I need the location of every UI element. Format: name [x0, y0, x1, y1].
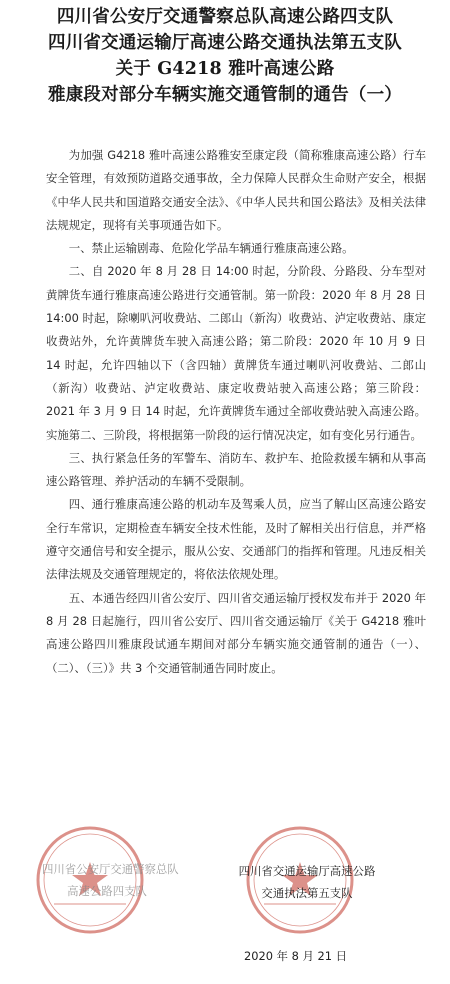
signature-right [232, 860, 382, 904]
notice-title [0, 4, 450, 108]
paragraph-2: 二、自 2020 年 8 月 28 日 14:00 时起，分阶段、分路段、分车型对黄牌货车通行雅康高速公路进行交通管制。第一阶段：2020 年 8 月 28 日 14:00 时起，除喇叭河收费站、二郎山（新沟）收费站、泸定收费站、康定收费站外，允许黄牌货车驶入高速公路；第二阶段：2020 年 10 月 9 日 14 时起，允许四轴以下（含四轴）黄牌货车通过喇叭河收费站、二郎山（新沟）收费站、泸定收费站、康定收费站驶入高速公路；第三阶段：2021 年 3 月 9 日 14 时起，允许黄牌货车通过全部收费站驶入高速公路。实施第二、三阶段，将根据第一阶段的运行情况决定，如有变化另行通告。 [46, 264, 426, 442]
title-line-2: 四川省交通运输厅高速公路交通执法第五支队 [48, 33, 402, 53]
signature-left [42, 858, 179, 902]
paragraph-4: 四、通行雅康高速公路的机动车及驾乘人员，应当了解山区高速公路安全行车常识，定期检查车辆安全技术性能，及时了解相关出行信息，并严格遵守交通信号和安全提示，服从公安、交通部门的指挥和管理。凡违反相关法律法规及交通管理规定的，将依法依规处理。 [46, 497, 426, 582]
signature-left-line-1: 四川省公安厅交通警察总队 [42, 862, 179, 876]
title-line-1: 四川省公安厅交通警察总队高速公路四支队 [56, 7, 394, 27]
signature-right-line-2: 交通执法第五支队 [261, 886, 353, 900]
signature-right-line-1: 四川省交通运输厅高速公路 [238, 864, 376, 878]
paragraph-intro: 为加强 G4218 雅叶高速公路雅安至康定段（简称雅康高速公路）行车安全管理，有效预防道路交通事故，全力保障人民群众生命财产安全，根据《中华人民共和国道路交通安全法》、《中华人民共和国公路法》及相关法律法规规定，现将有关事项通告如下。 [46, 148, 426, 232]
signature-left-line-2: 高速公路四支队 [67, 884, 147, 898]
title-line-3: 关于 G4218 雅叶高速公路 [115, 59, 335, 79]
notice-date: 2020 年 8 月 21 日 [244, 949, 348, 963]
title-line-4: 雅康段对部分车辆实施交通管制的通告（一） [48, 85, 402, 105]
paragraph-1: 一、禁止运输剧毒、危险化学品车辆通行雅康高速公路。 [68, 241, 354, 256]
paragraph-5: 五、本通告经四川省公安厅、四川省交通运输厅授权发布并于 2020 年 8 月 28 日起施行，四川省公安厅、四川省交通运输厅《关于 G4218 雅叶高速公路四川雅康段试通车期间对部分车辆实施交通管制的通告（一）、（二）、（三）》共 3 个交通管制通告同时废止。 [46, 590, 426, 675]
notice-body [46, 144, 426, 680]
paragraph-3: 三、执行紧急任务的军警车、消防车、救护车、抢险救援车辆和从事高速公路管理、养护活动的车辆不受限制。 [46, 450, 426, 489]
